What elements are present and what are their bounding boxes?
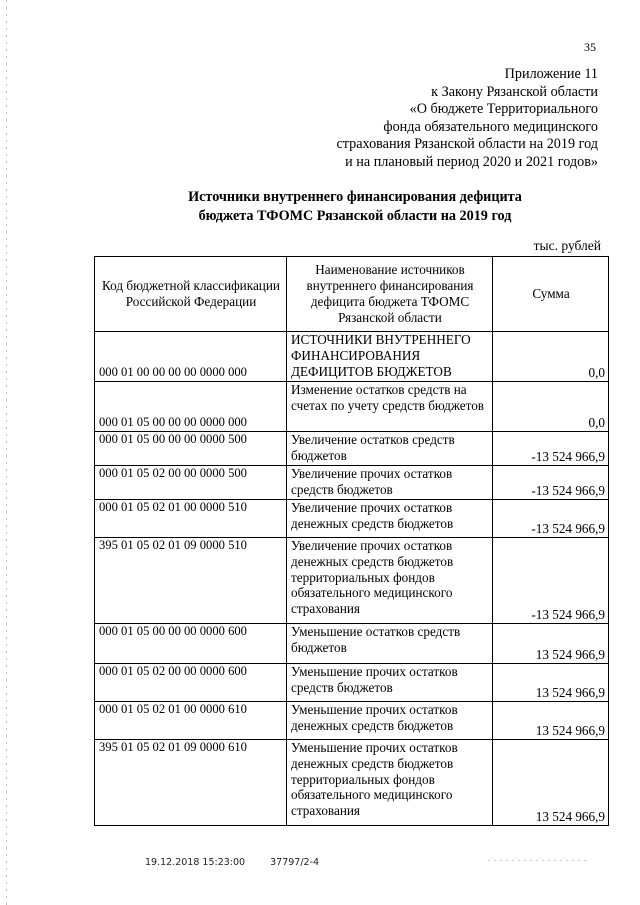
row-sum: -13 524 966,9 (493, 432, 609, 466)
row-name: Увеличение прочих остатков средств бюджетов (287, 466, 493, 500)
row-sum: 0,0 (493, 332, 609, 382)
row-code: 000 01 05 00 00 00 0000 500 (95, 432, 287, 466)
row-name: Увеличение прочих остатков денежных средств бюджетов (287, 500, 493, 538)
row-code: 395 01 05 02 01 09 0000 510 (95, 538, 287, 624)
row-name: Уменьшение прочих остатков средств бюджетов (287, 664, 493, 702)
appendix-line: к Закону Рязанской области (431, 83, 598, 100)
table-header-row (95, 257, 609, 332)
table-row (95, 382, 609, 432)
appendix-header (178, 66, 598, 171)
row-name: Уменьшение прочих остатков денежных средств бюджетов территориальных фондов обязательного медицинского страхования (287, 740, 493, 826)
header-name: Наименование источников внутреннего финансирования дефицита бюджета ТФОМС Рязанской области (287, 257, 493, 332)
title-line-2: бюджета ТФОМС Рязанской области на 2019 год (198, 207, 512, 224)
table-row (95, 432, 609, 466)
header-sum: Сумма (493, 257, 609, 332)
table-row (95, 740, 609, 826)
table-row (95, 538, 609, 624)
row-sum: 13 524 966,9 (493, 702, 609, 740)
scan-corner-marks (488, 860, 588, 861)
table-row (95, 624, 609, 664)
table-row (95, 500, 609, 538)
row-name: Уменьшение остатков средств бюджетов (287, 624, 493, 664)
row-sum: 13 524 966,9 (493, 740, 609, 826)
row-name: Уменьшение прочих остатков денежных средств бюджетов (287, 702, 493, 740)
appendix-line: «О бюджете Территориального (409, 101, 598, 117)
row-code: 000 01 05 02 01 00 0000 610 (95, 702, 287, 740)
row-code: 000 01 00 00 00 00 0000 000 (95, 332, 287, 382)
row-sum: 13 524 966,9 (493, 664, 609, 702)
row-code: 000 01 05 00 00 00 0000 000 (95, 382, 287, 432)
document-footer (145, 857, 319, 868)
row-code: 000 01 05 02 00 00 0000 500 (95, 466, 287, 500)
row-name: Увеличение прочих остатков денежных средств бюджетов территориальных фондов обязательного медицинского страхования (287, 538, 493, 624)
table-row (95, 664, 609, 702)
scan-margin-marks (6, 0, 7, 905)
row-code: 395 01 05 02 01 09 0000 610 (95, 740, 287, 826)
footer-timestamp: 19.12.2018 15:23:00 (145, 857, 246, 868)
table-row (95, 702, 609, 740)
appendix-line: Приложение 11 (504, 66, 598, 82)
row-sum: 0,0 (493, 382, 609, 432)
financing-sources-table (94, 256, 609, 826)
row-code: 000 01 05 02 00 00 0000 600 (95, 664, 287, 702)
units-label: тыс. рублей (533, 238, 601, 253)
row-code: 000 01 05 00 00 00 0000 600 (95, 624, 287, 664)
appendix-line: фонда обязательного медицинского (383, 118, 598, 135)
row-sum: -13 524 966,9 (493, 466, 609, 500)
row-code: 000 01 05 02 01 00 0000 510 (95, 500, 287, 538)
title-line-1: Источники внутреннего финансирования дефицита (188, 189, 522, 205)
footer-doc-number: 37797/2-4 (270, 857, 320, 868)
row-name: Изменение остатков средств на счетах по учету средств бюджетов (287, 382, 493, 432)
appendix-line: и на плановый период 2020 и 2021 годов» (345, 153, 598, 170)
row-name: Увеличение остатков средств бюджетов (287, 432, 493, 466)
document-title (120, 188, 590, 225)
page-number: 35 (584, 40, 596, 54)
table-row (95, 332, 609, 382)
header-code: Код бюджетной классификации Российской Федерации (95, 257, 287, 332)
row-sum: 13 524 966,9 (493, 624, 609, 664)
row-name: ИСТОЧНИКИ ВНУТРЕННЕГО ФИНАНСИРОВАНИЯ ДЕФИЦИТОВ БЮДЖЕТОВ (287, 332, 493, 382)
appendix-line: страхования Рязанской области на 2019 год (336, 136, 598, 152)
table-row (95, 466, 609, 500)
row-sum: -13 524 966,9 (493, 500, 609, 538)
row-sum: -13 524 966,9 (493, 538, 609, 624)
